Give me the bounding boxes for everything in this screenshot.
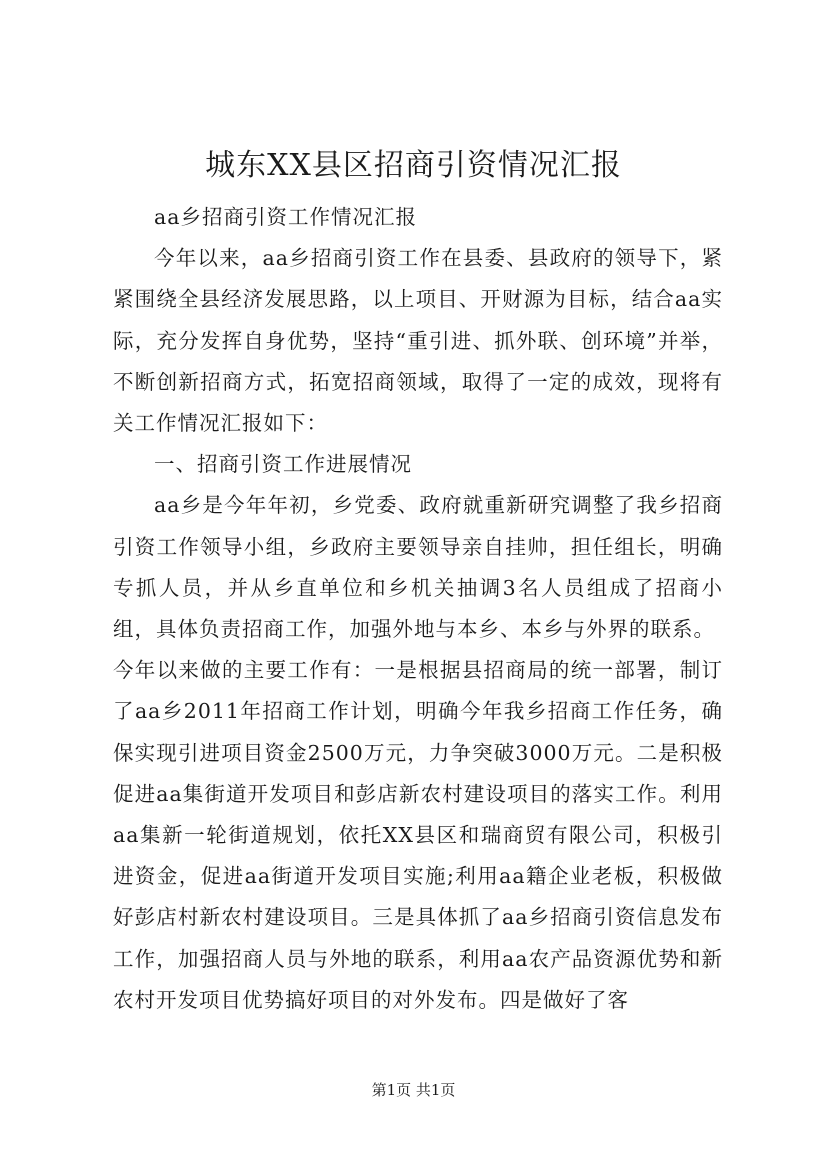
body-paragraph-unindented: 今年以来做的主要工作有：一是根据县招商局的统一部署，制订了aa乡2011年招商工作计划，明确今年我乡招商工作任务，确保实现引进项目资金2500万元，力争突破3000万元。二是积极促进aa集街道开发项目和彭店新农村建设项目的落实工作。利用aa集新一轮街道规划，依托XX县区和瑞商贸有限公司，积极引进资金，促进aa街道开发项目实施;利用aa籍企业老板，积极做好彭店村新农村建设项目。三是具体抓了aa乡招商引资信息发布工作，加强招商人员与外地的联系，利用aa农产品资源优势和新农村开发项目优势搞好项目的对外发布。四是做好了客 bbox=[113, 658, 723, 1012]
section-heading: 一、招商引资工作进展情况 bbox=[154, 452, 412, 477]
page-title: 城东XX县区招商引资情况汇报 bbox=[205, 148, 622, 183]
intro-paragraph: 今年以来，aa乡招商引资工作在县委、县政府的领导下，紧紧围绕全县经济发展思路，以上项目、开财源为目标，结合aa实际，充分发挥自身优势，坚持“重引进、抓外联、创环境”并举，不断创新招商方式，拓宽招商领域，取得了一定的成效，现将有关工作情况汇报如下： bbox=[113, 246, 723, 436]
subtitle-paragraph: aa乡招商引资工作情况汇报 bbox=[154, 205, 417, 229]
document-body bbox=[113, 197, 723, 1021]
body-paragraph: aa乡是今年年初，乡党委、政府就重新研究调整了我乡招商引资工作领导小组，乡政府主要领导亲自挂帅，担任组长，明确专抓人员，并从乡直单位和乡机关抽调3名人员组成了招商小组，具体负责招商工作，加强外地与本乡、本乡与外界的联系。 bbox=[113, 493, 723, 642]
page-number-footer: 第1页 共1页 bbox=[371, 1081, 456, 1099]
